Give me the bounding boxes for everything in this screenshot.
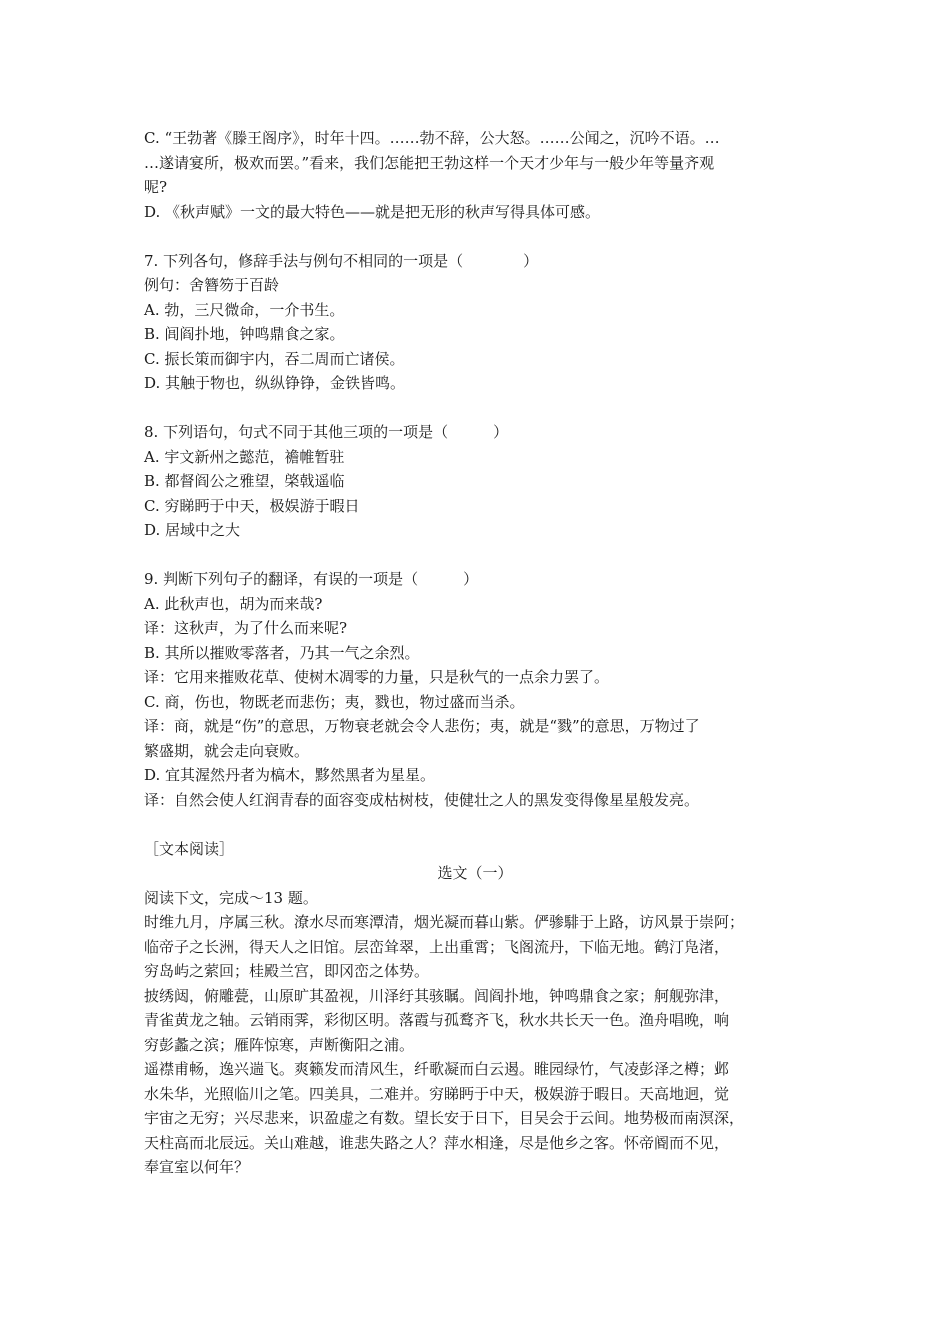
question-9-stem: 9. 判断下列句子的翻译，有误的一项是（ ） (144, 570, 479, 588)
spacer (144, 812, 806, 837)
option-c-line: C. “王勃著《滕王阁序》，时年十四。……勃不辞，公大怒。……公闻之，沉吟不语。… (144, 129, 720, 147)
question-7-option-c: C. 振长策而御宇内，吞二周而亡诸侯。 (144, 349, 405, 368)
question-8-option-a: A. 宇文新州之懿范，襜帷暂驻 (144, 447, 345, 466)
reading-instruction: 阅读下文，完成～13 题。 (144, 888, 318, 907)
passage-line: 穷岛屿之萦回；桂殿兰宫，即冈峦之体势。 (144, 962, 430, 980)
question-9-translation-c: 繁盛期，就会走向衰败。 (144, 741, 310, 760)
passage-line: 披绣闼，俯雕甍，山原旷其盈视，川泽纡其骇瞩。闾阎扑地，钟鸣鼎食之家；舸舰弥津， (144, 986, 730, 1005)
question-7-option-d: D. 其触于物也，纵纵铮铮，金铁皆鸣。 (144, 374, 406, 392)
question-7-option-a: A. 勃，三尺微命，一介书生。 (144, 300, 345, 319)
passage-line: 水朱华，光照临川之笔。四美具，二难并。穷睇眄于中天，极娱游于暇日。天高地迥，觉 (144, 1084, 730, 1103)
page-content (144, 126, 806, 1180)
question-8-option-d: D. 居域中之大 (144, 521, 241, 539)
spacer (144, 543, 806, 568)
passage-line: 时维九月，序属三秋。潦水尽而寒潭清，烟光凝而暮山紫。俨骖騑于上路，访风景于崇阿； (144, 913, 745, 931)
section-heading: ［文本阅读］ (144, 839, 235, 858)
passage-line: 穷彭蠡之滨；雁阵惊寒，声断衡阳之浦。 (144, 1035, 415, 1054)
question-8-option-b: B. 都督阎公之雅望，棨戟遥临 (144, 472, 345, 490)
question-8-option-c: C. 穷睇眄于中天，极娱游于暇日 (144, 496, 360, 515)
passage-line: 遥襟甫畅，逸兴遄飞。爽籁发而清风生，纤歌凝而白云遏。睢园绿竹，气凌彭泽之樽；邺 (144, 1060, 730, 1078)
question-8-stem: 8. 下列语句，句式不同于其他三项的一项是（ ） (144, 423, 509, 441)
passage-line: 临帝子之长洲，得天人之旧馆。层峦耸翠，上出重霄；飞阁流丹，下临无地。鹤汀凫渚， (144, 937, 730, 956)
spacer (144, 396, 806, 421)
question-9-translation-a: 译：这秋声，为了什么而来呢? (144, 619, 348, 637)
passage-title: 选文（一） (437, 864, 513, 882)
question-7-example: 例句：舍簪笏于百龄 (144, 276, 280, 294)
question-9-option-b: B. 其所以摧败零落者，乃其一气之余烈。 (144, 643, 420, 662)
question-9-option-a: A. 此秋声也，胡为而来哉? (144, 594, 323, 613)
question-9-option-d: D. 宜其渥然丹者为槁木，黟然黑者为星星。 (144, 766, 436, 784)
question-7-option-b: B. 闾阎扑地，钟鸣鼎食之家。 (144, 325, 345, 343)
passage-line: 天柱高而北辰远。关山难越，谁悲失路之人？萍水相逢，尽是他乡之客。怀帝阍而不见， (144, 1133, 730, 1152)
passage-line: 青雀黄龙之轴。云销雨霁，彩彻区明。落霞与孤鹜齐飞，秋水共长天一色。渔舟唱晚，响 (144, 1011, 730, 1029)
option-c-line: …遂请宴所，极欢而罢。”看来，我们怎能把王勃这样一个天才少年与一般少年等量齐观 (144, 153, 715, 172)
option-c-line: 呢? (144, 178, 168, 196)
passage-line: 奉宣室以何年？ (144, 1158, 250, 1176)
question-9-translation-c: 译：商，就是“伤”的意思，万物衰老就会令人悲伤；夷，就是“戮”的意思，万物过了 (144, 717, 700, 735)
question-9-option-c: C. 商，伤也，物既老而悲伤；夷，戮也，物过盛而当杀。 (144, 692, 525, 711)
question-7-stem: 7. 下列各句，修辞手法与例句不相同的一项是（ ） (144, 251, 539, 270)
option-d-line: D. 《秋声赋》一文的最大特色——就是把无形的秋声写得具体可感。 (144, 202, 601, 221)
question-9-translation-d: 译：自然会使人红润青春的面容变成枯树枝，使健壮之人的黑发变得像星星般发亮。 (144, 790, 700, 809)
spacer (144, 224, 806, 249)
passage-line: 宇宙之无穷；兴尽悲来，识盈虚之有数。望长安于日下，目吴会于云间。地势极而南溟深， (144, 1109, 745, 1127)
question-9-translation-b: 译：它用来摧败花草、使树木凋零的力量，只是秋气的一点余力罢了。 (144, 668, 610, 686)
